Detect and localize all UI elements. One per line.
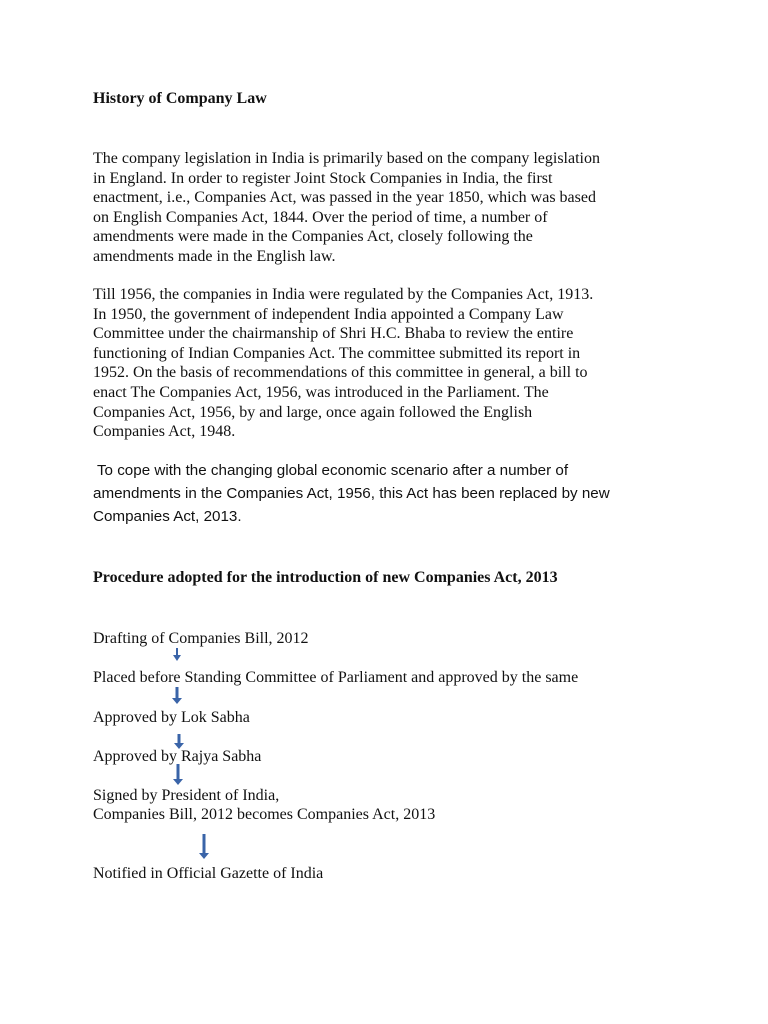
paragraph-line: Till 1956, the companies in India were regulated by the Companies Act, 1913. bbox=[93, 286, 594, 303]
arrow-down-icon bbox=[198, 834, 210, 860]
page-title: History of Company Law bbox=[93, 90, 267, 107]
arrow-down-icon bbox=[172, 764, 184, 786]
paragraph-line: enactment, i.e., Companies Act, was passed in the year 1850, which was based bbox=[93, 189, 596, 207]
paragraph-line: 1952. On the basis of recommendations of this committee in general, a bill to bbox=[93, 364, 588, 382]
paragraph-line: To cope with the changing global economic scenario after a number of bbox=[93, 462, 569, 479]
paragraph-line: enact The Companies Act, 1956, was introduced in the Parliament. The bbox=[93, 383, 549, 401]
paragraph-line: amendments in the Companies Act, 1956, this Act has been replaced by new bbox=[93, 485, 610, 502]
paragraph-line: amendments made in the English law. bbox=[93, 247, 336, 265]
step-rajya-sabha: Approved by Rajya Sabha bbox=[93, 748, 262, 765]
procedure-heading: Procedure adopted for the introduction of new Companies Act, 2013 bbox=[93, 569, 558, 586]
arrow-down-icon bbox=[171, 648, 183, 662]
paragraph-history bbox=[93, 149, 683, 267]
paragraph-line: Companies Act, 1956, by and large, once again followed the English bbox=[93, 403, 533, 421]
paragraph-1956-act bbox=[93, 285, 683, 442]
step-lok-sabha: Approved by Lok Sabha bbox=[93, 709, 250, 726]
paragraph-line: in England. In order to register Joint Stock Companies in India, the first bbox=[93, 169, 553, 187]
step-bill-becomes-act: Companies Bill, 2012 becomes Companies Act, 2013 bbox=[93, 806, 436, 823]
paragraph-line: Committee under the chairmanship of Shri H.C. Bhaba to review the entire bbox=[93, 325, 574, 343]
paragraph-line: The company legislation in India is primarily based on the company legislation bbox=[93, 150, 600, 167]
paragraph-line: amendments were made in the Companies Act, closely following the bbox=[93, 228, 533, 246]
paragraph-line: In 1950, the government of independent India appointed a Company Law bbox=[93, 305, 564, 323]
paragraph-line: Companies Act, 1948. bbox=[93, 423, 236, 441]
step-official-gazette: Notified in Official Gazette of India bbox=[93, 865, 324, 882]
paragraph-line: on English Companies Act, 1844. Over the period of time, a number of bbox=[93, 208, 548, 226]
step-president-signed: Signed by President of India, bbox=[93, 787, 280, 804]
paragraph-line: functioning of Indian Companies Act. The committee submitted its report in bbox=[93, 344, 581, 362]
step-drafting: Drafting of Companies Bill, 2012 bbox=[93, 630, 309, 647]
arrow-down-icon bbox=[171, 687, 183, 705]
step-standing-committee: Placed before Standing Committee of Parliament and approved by the same bbox=[93, 669, 579, 686]
paragraph-line: Companies Act, 2013. bbox=[93, 508, 242, 525]
paragraph-2013-act bbox=[93, 459, 610, 528]
